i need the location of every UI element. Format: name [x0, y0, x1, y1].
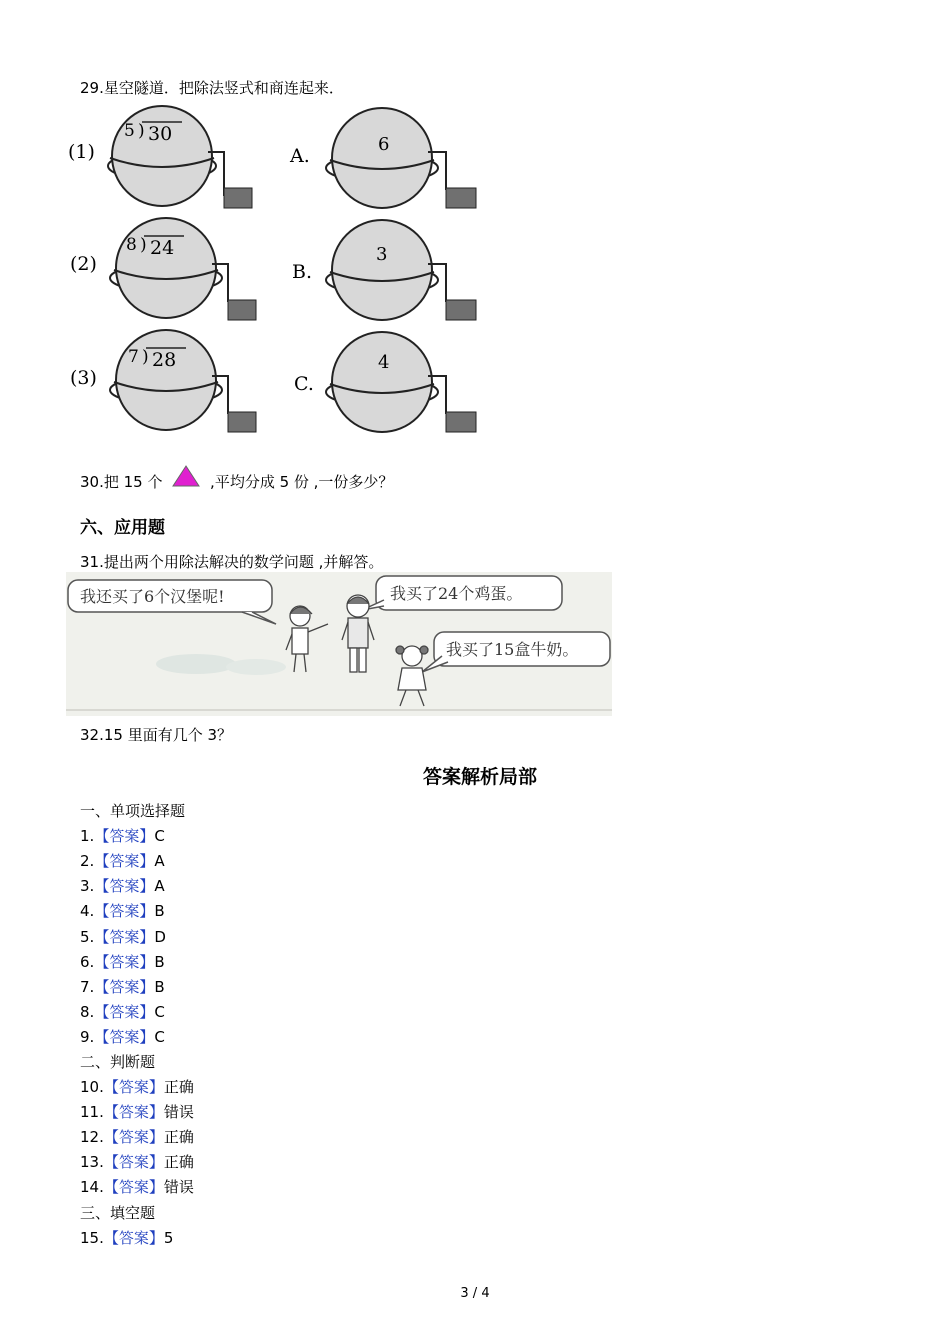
answer-section-heading: 三、填空题 — [80, 1204, 156, 1222]
shopping-children-svg — [66, 572, 612, 716]
answer-value: C — [154, 1003, 165, 1021]
quotient-planet-b — [292, 220, 476, 320]
answer-section-heading: 二、判断题 — [80, 1053, 156, 1071]
speech-bubble-3 — [422, 632, 610, 672]
shopping-children-figure — [66, 572, 612, 716]
speech-bubble-3-text: 我买了15盒牛奶。 — [446, 640, 579, 659]
answer-tag: 【答案】 — [94, 852, 155, 870]
answer-tag: 【答案】 — [94, 877, 155, 895]
answer-value: 正确 — [163, 1078, 194, 1096]
answer-row — [80, 927, 166, 947]
answer-row — [80, 1127, 194, 1147]
answer-tag: 【答案】 — [103, 1153, 164, 1171]
answer-tag: 【答案】 — [103, 1128, 164, 1146]
answer-row — [80, 1027, 165, 1047]
answer-number: 11. — [80, 1103, 104, 1121]
planet-tunnel-figure — [66, 100, 482, 436]
question-30 — [80, 464, 393, 492]
quotient-label-a: A. — [290, 145, 310, 167]
answer-number: 3. — [80, 877, 95, 895]
page-number: 3 / 4 — [460, 1286, 490, 1301]
answer-tag: 【答案】 — [94, 928, 155, 946]
quotient-label-c: C. — [294, 373, 314, 395]
triangle-icon — [171, 464, 201, 488]
planet-2 — [70, 218, 256, 320]
answer-row — [80, 851, 165, 871]
answer-value: B — [154, 953, 165, 971]
answer-tag: 【答案】 — [94, 978, 155, 996]
answer-number: 12. — [80, 1128, 104, 1146]
answer-number: 15. — [80, 1229, 104, 1247]
answer-row — [80, 977, 165, 997]
answer-value: C — [154, 827, 165, 845]
question-31-text: 31.提出两个用除法解决的数学问题 ,并解答。 — [80, 553, 384, 571]
quotient-planet-c — [294, 332, 476, 432]
svg-text:): ) — [140, 235, 147, 255]
planet-label-3: (3) — [70, 367, 97, 389]
answer-row — [80, 1077, 194, 1097]
answer-number: 4. — [80, 902, 95, 920]
speech-bubble-2 — [362, 576, 562, 610]
svg-text:): ) — [138, 121, 145, 141]
speech-bubble-1-text: 我还买了6个汉堡呢! — [80, 587, 225, 606]
answers-title: 答案解析局部 — [422, 766, 537, 788]
section-6-heading: 六、应用题 — [80, 518, 165, 538]
answer-section-heading: 一、单项选择题 — [80, 802, 186, 820]
divisor-2: 8 — [126, 235, 137, 255]
quotient-label-b: B. — [292, 261, 313, 283]
answer-number: 9. — [80, 1028, 95, 1046]
answer-value: 正确 — [163, 1128, 194, 1146]
answer-row — [80, 952, 165, 972]
answer-tag: 【答案】 — [94, 902, 155, 920]
quotient-planet-a — [289, 108, 476, 208]
answer-value: C — [154, 1028, 165, 1046]
divisor-3: 7 — [128, 347, 139, 367]
answer-row — [80, 1228, 173, 1248]
answer-row — [80, 1102, 194, 1122]
answer-tag: 【答案】 — [103, 1078, 164, 1096]
answer-tag: 【答案】 — [103, 1178, 164, 1196]
answer-row — [80, 1002, 165, 1022]
quotient-value-a: 6 — [378, 134, 390, 155]
answer-row — [80, 901, 165, 921]
dividend-3: 28 — [152, 349, 177, 371]
planet-tunnel-svg — [66, 100, 482, 436]
answer-number: 14. — [80, 1178, 104, 1196]
planet-1 — [68, 106, 252, 208]
question-30-text-before: 30.把 15 个 — [80, 473, 163, 491]
answer-value: 正确 — [163, 1153, 194, 1171]
answer-value: 5 — [163, 1229, 174, 1247]
answer-number: 7. — [80, 978, 95, 996]
answer-value: B — [154, 978, 165, 996]
answer-number: 2. — [80, 852, 95, 870]
answer-number: 1. — [80, 827, 95, 845]
planet-label-2: (2) — [70, 253, 97, 275]
answer-tag: 【答案】 — [103, 1103, 164, 1121]
answer-tag: 【答案】 — [94, 1003, 155, 1021]
answer-value: A — [154, 877, 165, 895]
question-32-text: 32.15 里面有几个 3？ — [80, 726, 233, 744]
question-30-text-after: ,平均分成 5 份 ,一份多少？ — [210, 473, 394, 491]
answer-value: D — [154, 928, 166, 946]
planet-label-1: (1) — [68, 141, 95, 163]
question-29-text: 29.星空隧道．把除法竖式和商连起来． — [80, 79, 344, 97]
answer-row — [80, 876, 165, 896]
answer-number: 6. — [80, 953, 95, 971]
dividend-2: 24 — [150, 237, 175, 259]
answer-value: 错误 — [163, 1178, 194, 1196]
answer-tag: 【答案】 — [94, 1028, 155, 1046]
quotient-value-b: 3 — [376, 244, 388, 265]
quotient-value-c: 4 — [378, 352, 390, 373]
answer-number: 5. — [80, 928, 95, 946]
answer-number: 13. — [80, 1153, 104, 1171]
answer-value: B — [154, 902, 165, 920]
answer-value: A — [154, 852, 165, 870]
answer-tag: 【答案】 — [103, 1229, 164, 1247]
dividend-1: 30 — [148, 123, 173, 145]
answer-row — [80, 1152, 194, 1172]
answer-value: 错误 — [163, 1103, 194, 1121]
svg-text:): ) — [142, 347, 149, 367]
answer-row — [80, 826, 165, 846]
answer-tag: 【答案】 — [94, 953, 155, 971]
answer-row — [80, 1177, 194, 1197]
speech-bubble-2-text: 我买了24个鸡蛋。 — [390, 584, 523, 603]
answer-number: 8. — [80, 1003, 95, 1021]
answer-tag: 【答案】 — [94, 827, 155, 845]
planet-3 — [70, 330, 256, 432]
answer-number: 10. — [80, 1078, 104, 1096]
divisor-1: 5 — [124, 121, 135, 141]
